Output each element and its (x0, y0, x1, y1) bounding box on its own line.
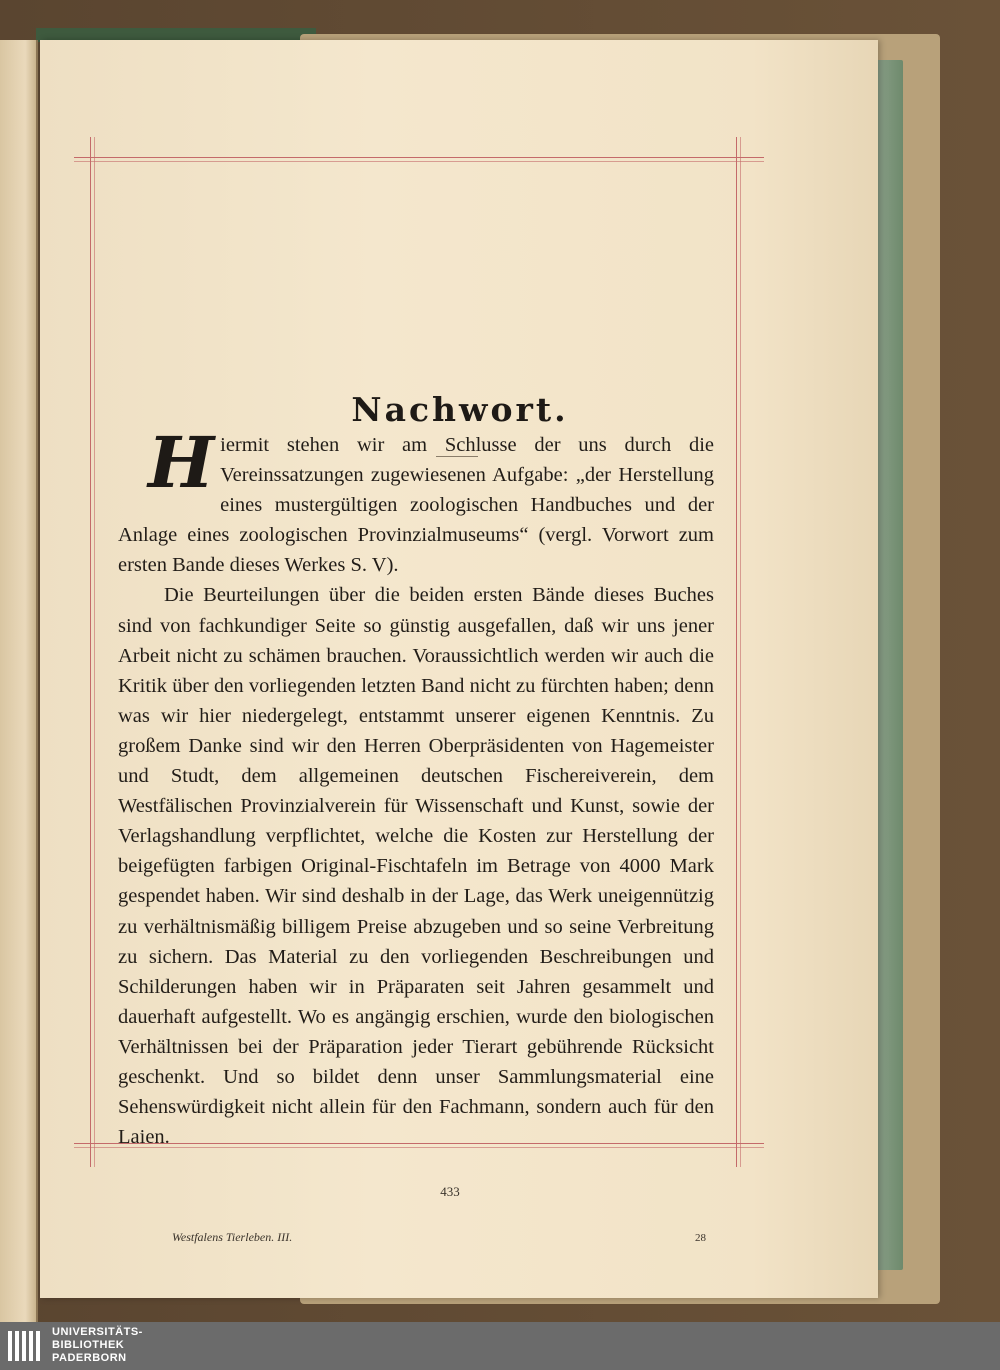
paragraph-2: Die Beurteilungen über die beiden ersten Bände dieses Buches sind von fachkundiger Seite so günstig ausgefallen, daß wir uns jener Arbeit nicht zu schämen brauchen. Voraussichtlich werden wir auch die Kritik über den vorliegenden letzten Band nicht zu fürchten haben; denn was wir hier niedergelegt, entstammt unserer eigenen Kenntnis. Zu großem Danke sind wir den Herren Oberpräsidenten von Hagemeister und Studt, dem allgemeinen deutschen Fischereiverein, dem Westfälischen Provinzialverein für Wissenschaft und Kunst, sowie der Verlagshandlung verpflichtet, welche die Kosten zur Herstellung der beigefügten farbigen Original-Fischtafeln im Betrage von 4000 Mark gespendet haben. Wir sind deshalb in der Lage, das Werk uneigennützig zu verhältnismäßig billigem Preise abzugeben und so seine Verbreitung zu sichern. Das Material zu den vorliegenden Beschreibungen und Schilderungen haben wir in Präparaten seit Jahren gesammelt und dauerhaft aufgestellt. Wo es angängig erschien, wurde den biologischen Verhältnissen bei der Präparation jeder Tierart gebührende Rücksicht geschenkt. Und so bildet denn unser Sammlungsmaterial eine Sehenswürdigkeit nicht allein für den Fachmann, sondern auch für den Laien. (118, 584, 714, 1149)
page-number: 433 (440, 1184, 460, 1199)
library-name-line-1: UNIVERSITÄTS- (52, 1326, 143, 1338)
frame-rule-top-inner (74, 161, 764, 162)
paragraph-1 (118, 421, 714, 580)
frame-rule-right-inner (740, 137, 741, 1167)
library-logo-icon (6, 1327, 46, 1365)
book-edge (875, 60, 903, 1270)
body-text (118, 421, 714, 1152)
library-name (52, 1326, 143, 1365)
footer-book-title: Westfalens Tierleben. III. (172, 1230, 293, 1244)
page-title: Nachwort. (351, 390, 569, 429)
footer-signature: 28 (695, 1232, 706, 1244)
library-footer-bar (0, 1322, 1000, 1370)
drop-cap: H (148, 421, 215, 504)
library-name-line-2: BIBLIOTHEK (52, 1339, 125, 1351)
frame-rule-left (90, 137, 91, 1167)
frame-rule-right (736, 137, 737, 1167)
frame-rule-top (74, 157, 764, 158)
frame-rule-left-inner (94, 137, 95, 1167)
library-name-line-3: PADERBORN (52, 1352, 127, 1364)
paragraph-1-text: iermit stehen wir am Schlusse der uns durch die Vereinssatzungen zugewiesenen Aufgabe: „der Herstellung eines mustergültigen zoologischen Handbuches und der Anlage eines zoologischen Provinzialmuseums“ (vergl. Vorwort zum ersten Bande dieses Werkes S. V). (118, 434, 714, 577)
left-page-edge (0, 40, 38, 1322)
